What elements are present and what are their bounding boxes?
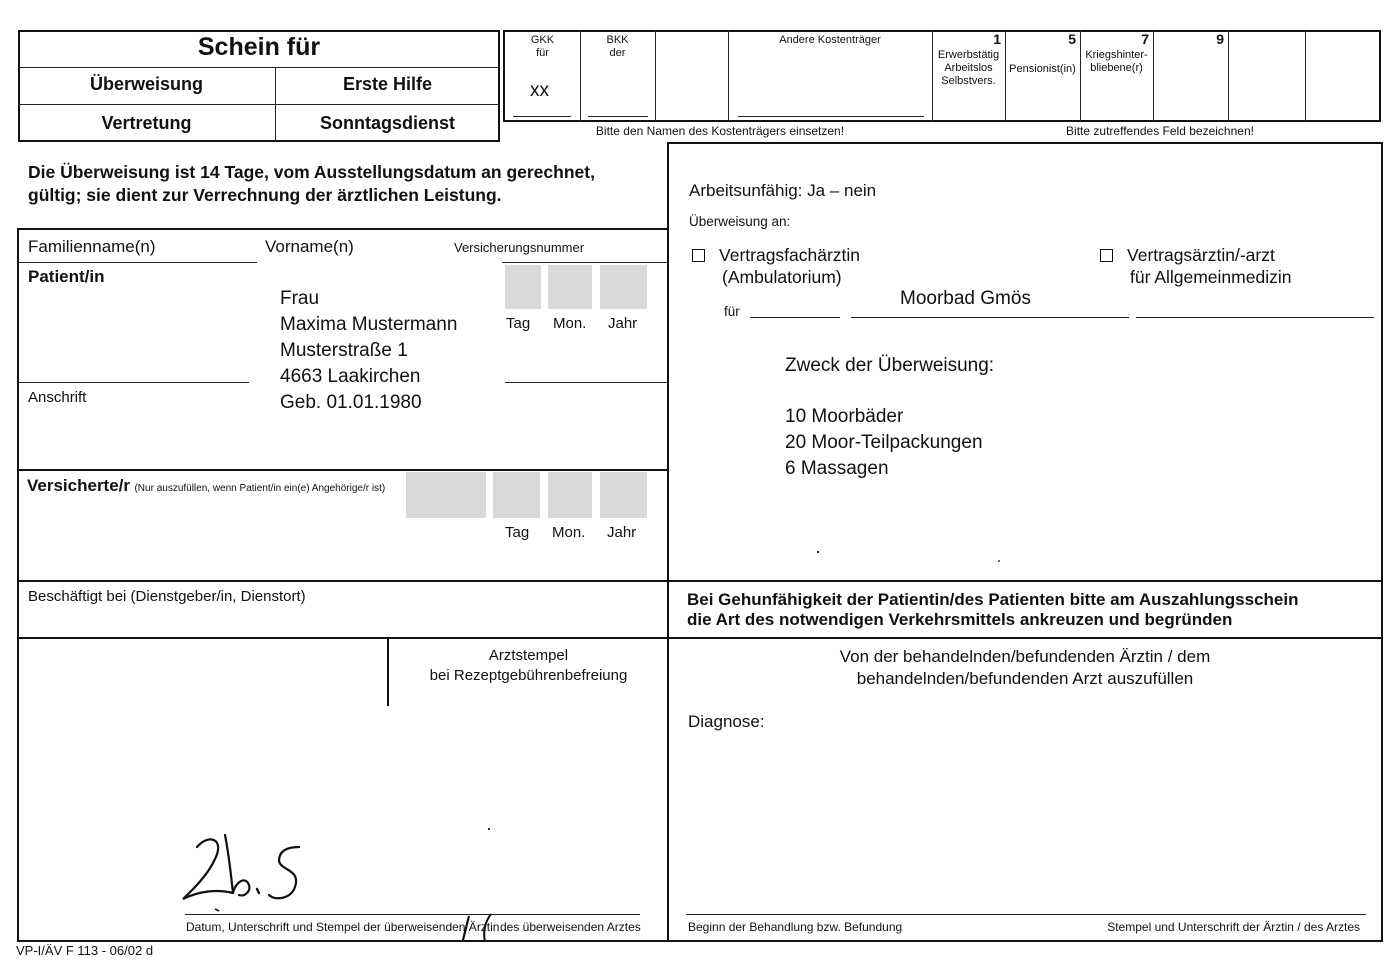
bkk-sub: der [609, 47, 626, 59]
doctor-heading-line1: Von der behandelnden/befundenden Ärztin / dem [839, 647, 1211, 666]
address-line-3[interactable]: Musterstraße 1 [280, 340, 408, 361]
zweck-item-1[interactable]: 10 Moorbäder [785, 406, 904, 427]
zweck-item-3[interactable]: 6 Massagen [785, 458, 889, 479]
option-sonntagsdienst[interactable]: Sonntagsdienst [319, 113, 455, 133]
versicherte-note: (Nur auszufüllen, wenn Patient/in ein(e) Angehörige/r ist) [134, 483, 386, 494]
option-vertragsfachaerztin[interactable] [692, 245, 860, 266]
gkk-value[interactable]: xx [530, 80, 549, 101]
cat1-l2: Arbeitslos [944, 62, 993, 74]
andere-kostentraeger-label: Andere Kostenträger [779, 34, 881, 46]
checkbox-icon[interactable] [1100, 249, 1113, 262]
option-vertragsaerztin[interactable] [1100, 245, 1275, 266]
doctor-footer-right: Stempel und Unterschrift der Ärztin / des Arztes [1107, 920, 1360, 934]
cat1-l3: Selbstvers. [941, 75, 996, 87]
versicherte-tag-label: Tag [505, 524, 530, 541]
option-erste-hilfe[interactable]: Erste Hilfe [342, 74, 433, 94]
address-line-1[interactable]: Frau [280, 288, 320, 309]
rezeptgebuehr-label: bei Rezeptgebührenbefreiung [429, 667, 628, 684]
opt2-sub-label: für Allgemeinmedizin [1130, 267, 1292, 287]
validity-line2: gültig; sie dient zur Verrechnung der ärztlichen Leistung. [28, 185, 502, 205]
zweck-item-2[interactable]: 20 Moor-Teilpackungen [785, 432, 983, 453]
bkk-label: BKK [606, 34, 629, 46]
arztstempel-label: Arztstempel [488, 647, 569, 664]
cat5-l1: Pensionist(in) [1009, 63, 1076, 75]
versicherte-jahr-label: Jahr [607, 524, 637, 541]
cat1-l1: Erwerbstätig [937, 49, 1000, 61]
cat1-number: 1 [993, 31, 1001, 47]
address-line-5[interactable]: Geb. 01.01.1980 [280, 392, 422, 413]
versicherte-title: Versicherte/r [27, 476, 131, 495]
checkbox-icon[interactable] [692, 249, 705, 262]
doctor-heading-line2: behandelnden/befundenden Arzt auszufüllen [856, 669, 1194, 688]
patient-jahr-label: Jahr [608, 315, 638, 332]
patient-label: Patient/in [28, 267, 105, 286]
ueberweisung-an-label: Überweisung an: [689, 214, 791, 229]
stamp-footer-right: des überweisenden Arztes [500, 920, 641, 934]
gehunfaehig-line2: die Art des notwendigen Verkehrsmittels ankreuzen und begründen [687, 610, 1233, 629]
doctor-footer-left: Beginn der Behandlung bzw. Befundung [688, 920, 903, 934]
cat5-number: 5 [1068, 31, 1076, 47]
option-ueberweisung[interactable]: Überweisung [89, 74, 204, 94]
gkk-label: GKK [530, 34, 555, 46]
small-dot [488, 828, 490, 830]
patient-mon-label: Mon. [553, 315, 587, 332]
versicherte-label [27, 476, 385, 496]
cat7-l2: bliebene(r) [1090, 62, 1143, 74]
fuer-label: für [724, 304, 740, 319]
versicherte-mon-label: Mon. [552, 524, 586, 541]
hint-kostentraeger: Bitte den Namen des Kostenträgers einsetzen! [595, 124, 845, 138]
cat7-number: 7 [1141, 31, 1149, 47]
familienname-label: Familienname(n) [28, 237, 156, 256]
patient-tag-label: Tag [506, 315, 531, 332]
zweck-title: Zweck der Überweisung: [785, 355, 995, 376]
form-code: VP-I/ÄV F 113 - 06/02 d [16, 943, 154, 958]
option-vertretung[interactable]: Vertretung [101, 113, 192, 133]
stamp-footer-left: Datum, Unterschrift und Stempel der überweisenden Ärztin [186, 920, 500, 934]
handwritten-signature [175, 825, 315, 915]
cat7-l1: Kriegshinter- [1085, 49, 1148, 61]
vorname-label: Vorname(n) [265, 237, 354, 256]
fuer-value[interactable]: Moorbad Gmös [900, 288, 1031, 309]
diagnose-label: Diagnose: [688, 712, 765, 731]
anschrift-label: Anschrift [28, 389, 87, 406]
signature-stroke-icon [455, 912, 499, 944]
employer-label: Beschäftigt bei (Dienstgeber/in, Dienstort) [28, 588, 306, 605]
address-line-4[interactable]: 4663 Laakirchen [280, 366, 421, 387]
hint-feld: Bitte zutreffendes Feld bezeichnen! [1066, 124, 1254, 138]
opt1-label: Vertragsfachärztin [719, 245, 861, 265]
opt1-sub-label: (Ambulatorium) [722, 267, 842, 287]
arbeitsunfaehig-field[interactable]: Arbeitsunfähig: Ja – nein [689, 181, 877, 200]
schein-title: Schein für [197, 33, 321, 61]
opt2-label: Vertragsärztin/-arzt [1127, 245, 1275, 265]
gehunfaehig-line1: Bei Gehunfähigkeit der Patientin/des Patienten bitte am Auszahlungsschein [687, 590, 1299, 609]
versicherungsnummer-label: Versicherungsnummer [454, 240, 585, 255]
gkk-sub: für [536, 47, 549, 59]
cat9-number: 9 [1216, 31, 1224, 47]
validity-line1: Die Überweisung ist 14 Tage, vom Ausstellungsdatum an gerechnet, [28, 162, 595, 182]
address-line-2[interactable]: Maxima Mustermann [280, 314, 458, 335]
